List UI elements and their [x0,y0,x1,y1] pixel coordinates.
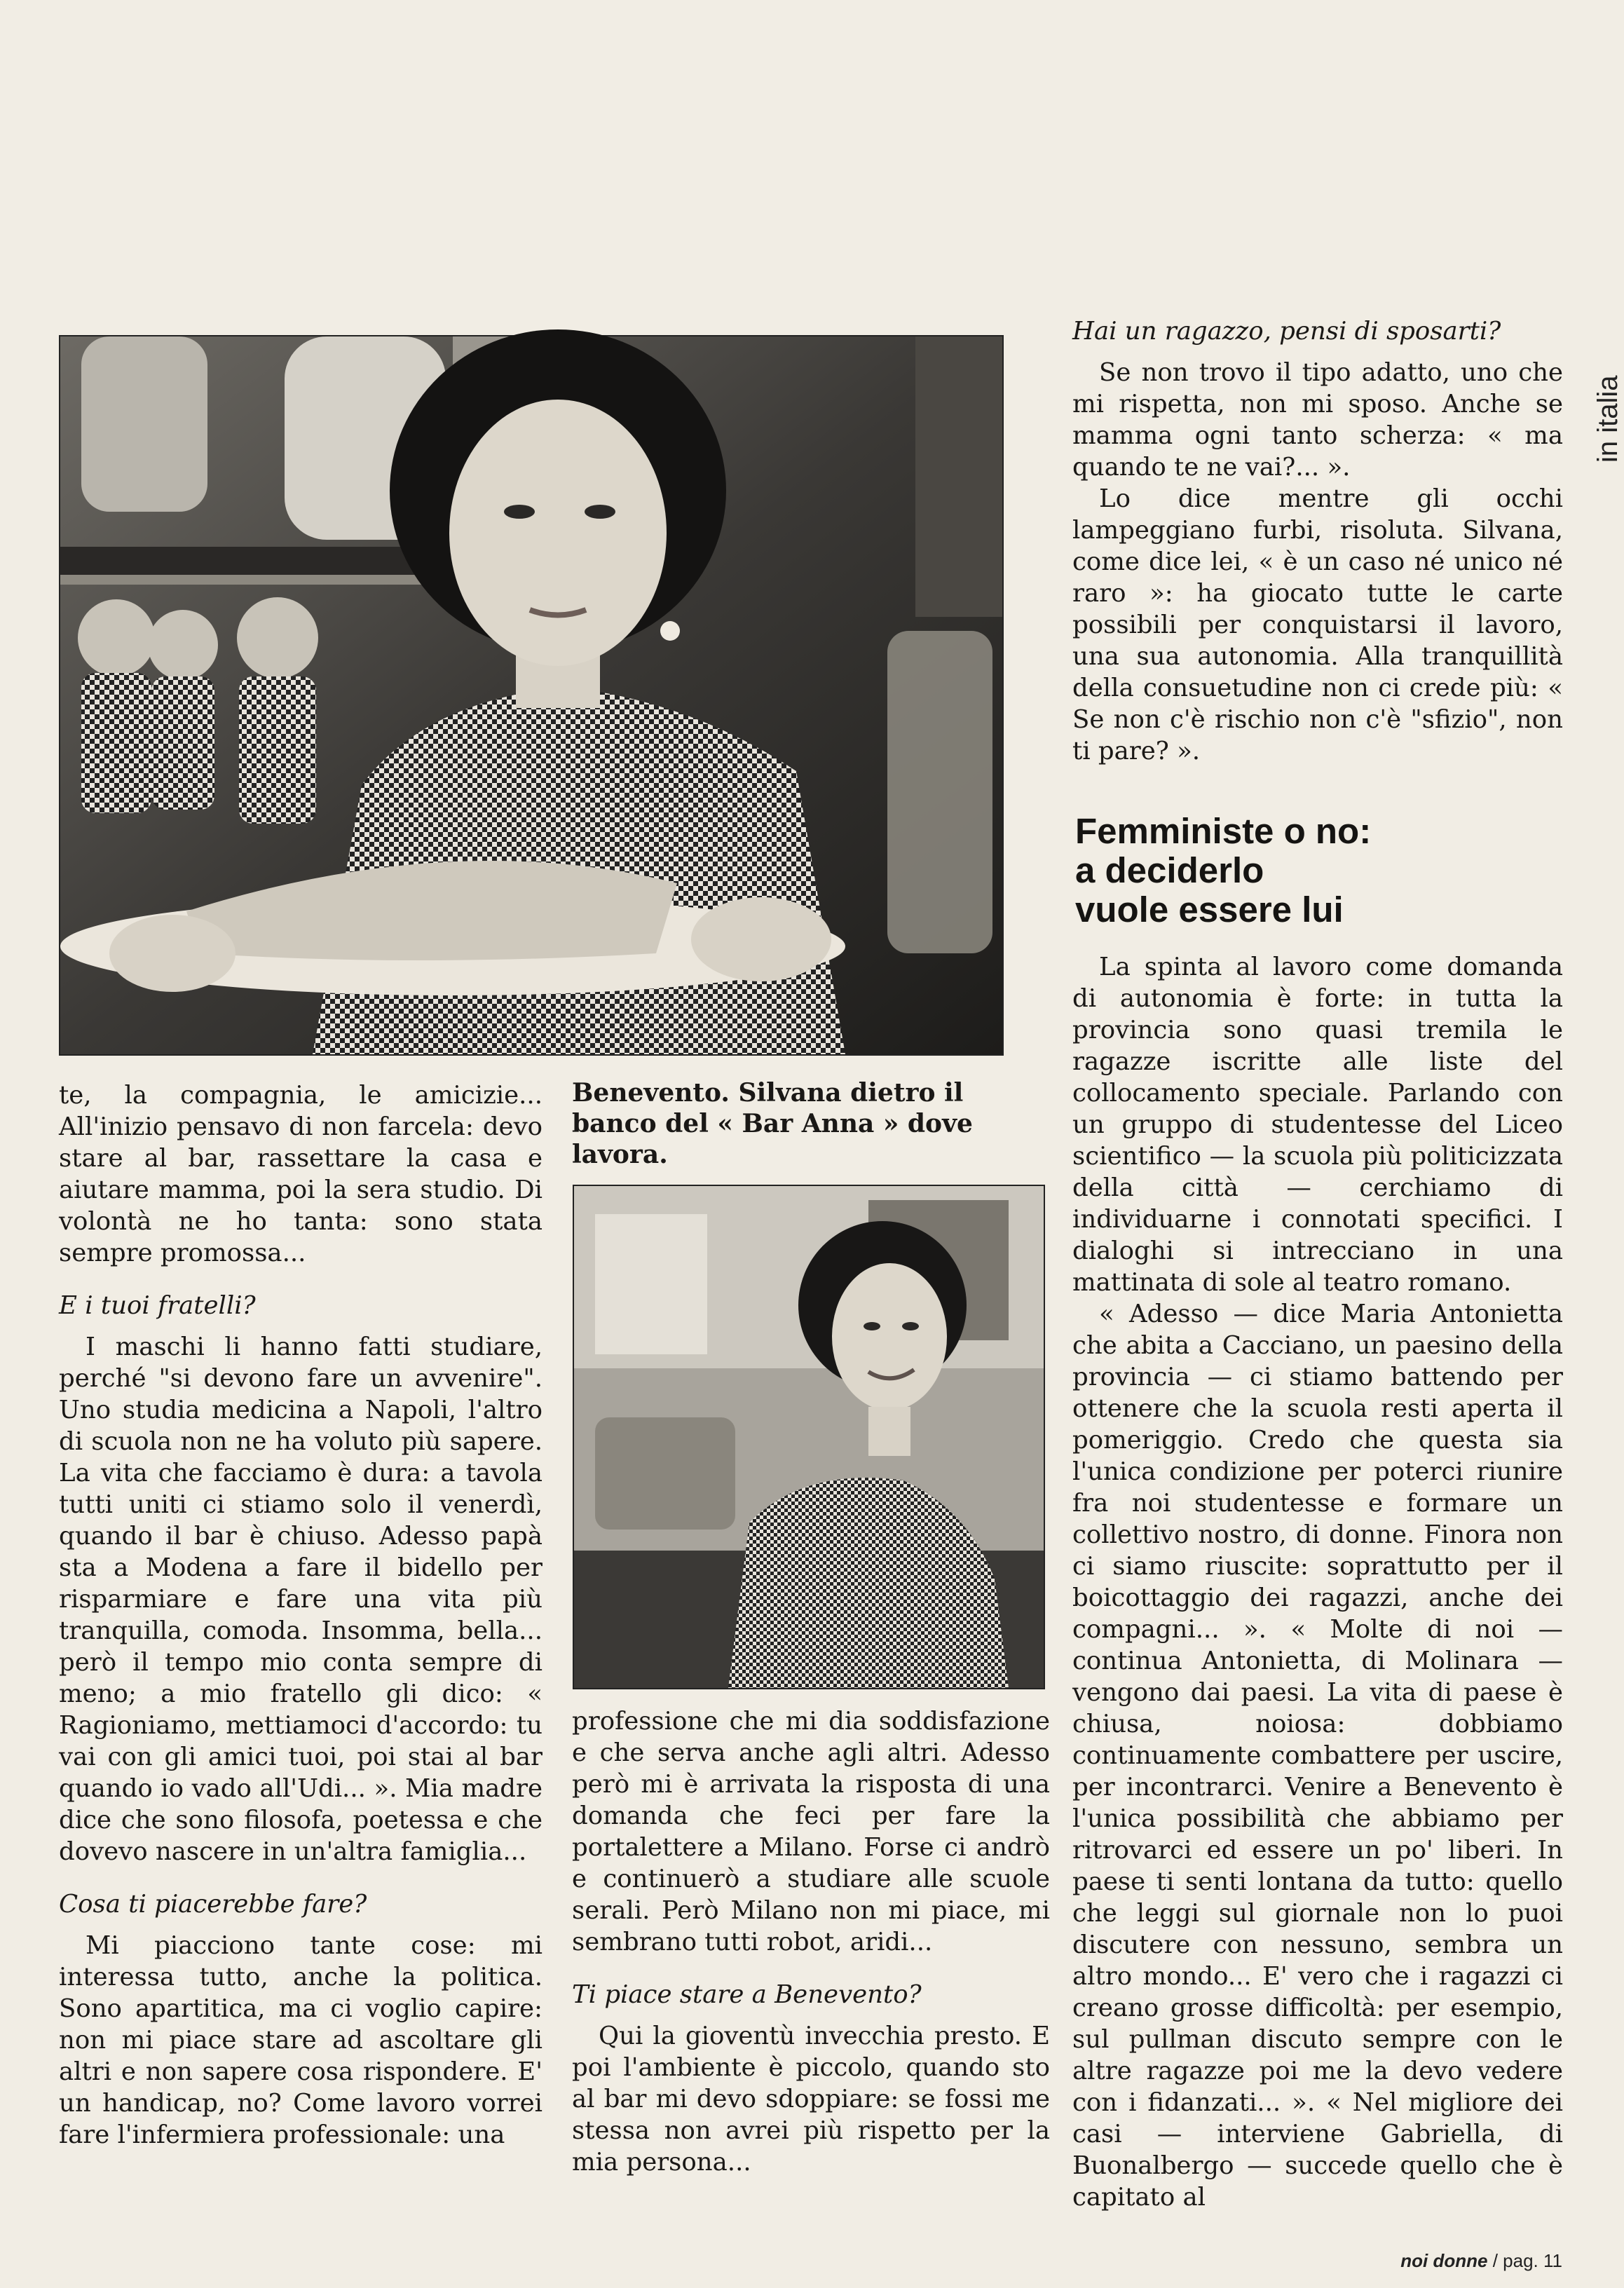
headline-line-3: vuole essere lui [1075,890,1344,929]
column-3-bottom [1072,951,1563,2213]
col3-paragraph-1: Se non trovo il tipo adatto, uno che mi rispetta, non mi sposo. Anche se mamma ogni tanto scherza: « ma quando te ne vai?... ». [1072,358,1563,482]
col2-paragraph-2: Qui la gioventù invecchia presto. E poi l'ambiente è piccolo, quando sto al bar mi devo sdoppiare: se fossi me stessa non avrei più rispetto per la mia persona... [572,2022,1050,2177]
page-number: pag. 11 [1503,2250,1562,2271]
footer-separator: / [1487,2250,1503,2271]
section-tag-label: in italia [1592,375,1623,463]
magazine-name: noi donne [1400,2250,1488,2271]
column-2 [572,1705,1050,2178]
col3b-paragraph-1: La spinta al lavoro come domanda di autonomia è forte: in tutta la provincia sono quasi tremila le ragazze iscritte alle liste del collocamento speciale. Parlando con un gruppo di studentesse del Liceo scientifico — la scuola più politicizzata della città — cerchiamo di individuarne i connotati specifici. I dialoghi si intrecciano in una mattinata di sole al teatro romano. [1072,953,1563,1297]
section-headline [1075,812,1552,929]
main-photo [59,335,1004,1056]
col1-paragraph-1: te, la compagnia, le amicizie... All'inizio pensavo di non farcela: devo stare al bar, rassettare la casa e aiutare mamma, poi la sera studio. Di volontà ne ho tanta: sono stata sempre promossa... [59,1081,543,1267]
main-photo-image [60,336,1002,1054]
col2-paragraph-1: professione che mi dia soddisfazione e che serva anche agli altri. Adesso però mi è arrivata la risposta di una domanda che feci per fare la portalettere a Milano. Forse ci andrò e continuerò a studiare alle scuole serali. Però Milano non mi piace, mi sembrano tutti robot, aridi... [572,1707,1050,1956]
second-photo-image [574,1186,1044,1688]
col3-paragraph-2: Lo dice mentre gli occhi lampeggiano furbi, risoluta. Silvana, come dice lei, « è un caso né unico né raro »: ha giocato tutte le carte possibili per conquistarsi il lavoro, una sua autonomia. Alla tranquillità della consuetudine non ci crede più: « Se non c'è rischio non c'è "sfizio", non ti pare? ». [1072,484,1563,765]
photo-caption: Benevento. Silvana dietro il banco del « Bar Anna » dove lavora. [572,1078,973,1169]
section-tag [1562,329,1623,470]
page-footer [1400,2250,1562,2272]
col3-question-1: Hai un ragazzo, pensi di sposarti? [1072,317,1501,346]
headline-line-2: a deciderlo [1075,850,1264,890]
headline-line-1: Femministe o no: [1075,811,1372,851]
column-1 [59,1080,543,2151]
col1-question-2: Cosa ti piacerebbe fare? [59,1890,367,1919]
col2-question-1: Ti piace stare a Benevento? [572,1980,922,2009]
second-photo [573,1185,1045,1689]
col1-paragraph-2: I maschi li hanno fatti studiare, perché "si devono fare un avvenire". Uno studia medicina a Napoli, l'altro di scuola non ne ha voluto più sapere. La vita che facciamo è dura: a tavola tutti uniti ci stiamo solo il venerdì, quando il bar è chiuso. Adesso papà sta a Modena a fare il bidello per risparmiare e fare una vita più tranquilla, comoda. Insomma, bella... però il tempo mio conta sempre di meno; a mio fratello gli dico: « Ragioniamo, mettiamoci d'accordo: tu vai con gli amici tuoi, poi stai al bar quando io vado all'Udi... ». Mia madre dice che sono filosofa, poetessa e che dovevo nascere in un'altra famiglia... [59,1333,543,1866]
col1-paragraph-3: Mi piacciono tante cose: mi interessa tutto, anche la politica. Sono apartitica, ma ci voglio capire: non mi piace stare ad ascoltare gli altri e non sapere cosa rispondere. E' un handicap, no? Come lavoro vorrei fare l'infermiera professionale: una [59,1931,543,2149]
col1-question-1: E i tuoi fratelli? [59,1291,256,1320]
col3b-paragraph-2: « Adesso — dice Maria Antonietta che abita a Cacciano, un paesino della provincia — ci stiamo battendo per ottenere che la scuola resti aperta il pomeriggio. Credo che questa sia l'unica condizione per poterci riunire fra noi studentesse e formare un collettivo nostro, di donne. Finora non ci siamo riuscite: soprattutto per il boicottaggio dei ragazzi, anche dei compagni... ». « Molte di noi — continua Antonietta, di Molinara — vengono dai paesi. La vita di paese è chiusa, noiosa: dobbiamo continuamente combattere per uscire, per incontrarci. Venire a Benevento è l'unica possibilità che abbiamo per ritrovarci ed essere un po' liberi. In paese ti senti lontana da tutto: quello che leggi sul giornale non lo puoi discutere con nessuno, sembra un altro mondo... E' vero che i ragazzi ci creano grosse difficoltà: per esempio, sul pullman discuto sempre con le altre ragazze poi me la devo vedere con i fidanzati... ». « Nel migliore dei casi — interviene Gabriella, di Buonalbergo — succede quello che è capitato al [1072,1300,1563,2212]
column-3-top [1072,315,1563,767]
